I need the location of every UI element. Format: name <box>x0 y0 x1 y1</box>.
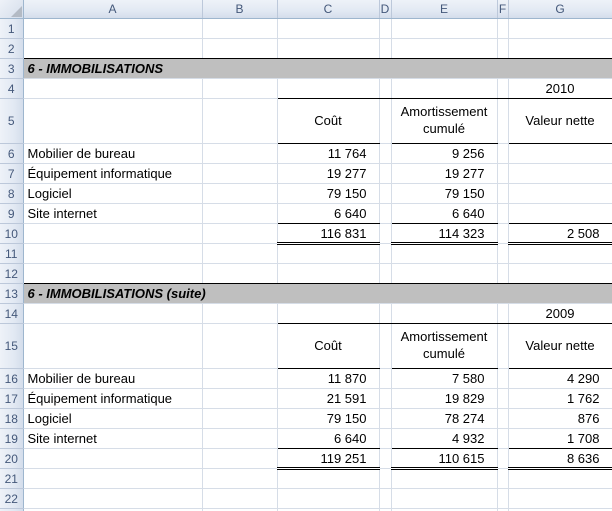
cell-G17[interactable]: 1 762 <box>508 389 612 409</box>
cell-B20[interactable] <box>202 449 277 469</box>
cell-A8[interactable]: Logiciel <box>23 184 202 204</box>
cell-A14[interactable] <box>23 304 202 324</box>
cell-E14[interactable] <box>391 304 497 324</box>
row-header-8[interactable]: 8 <box>0 184 23 204</box>
cell-A19[interactable]: Site internet <box>23 429 202 449</box>
cell-B14[interactable] <box>202 304 277 324</box>
cell-D12[interactable] <box>379 264 391 284</box>
cell-A4[interactable] <box>23 79 202 99</box>
cell-G12[interactable] <box>508 264 612 284</box>
cell-D19[interactable] <box>379 429 391 449</box>
cell-G9[interactable] <box>508 204 612 224</box>
cell-B2[interactable] <box>202 39 277 59</box>
cell-C19[interactable]: 6 640 <box>277 429 379 449</box>
cell-D9[interactable] <box>379 204 391 224</box>
cell-F4[interactable] <box>497 79 508 99</box>
cell-F11[interactable] <box>497 244 508 264</box>
cell-C8[interactable]: 79 150 <box>277 184 379 204</box>
cell-D5[interactable] <box>379 99 391 144</box>
cell-F8[interactable] <box>497 184 508 204</box>
row-header-4[interactable]: 4 <box>0 79 23 99</box>
cell-F5[interactable] <box>497 99 508 144</box>
cell-B5[interactable] <box>202 99 277 144</box>
section2-title-cell[interactable]: 6 - IMMOBILISATIONS (suite) <box>23 284 612 304</box>
cell-D14[interactable] <box>379 304 391 324</box>
cell-F12[interactable] <box>497 264 508 284</box>
cell-D2[interactable] <box>379 39 391 59</box>
cell-C14[interactable] <box>277 304 379 324</box>
cell-B21[interactable] <box>202 469 277 489</box>
col-header-f[interactable]: F <box>497 0 508 19</box>
cell-B19[interactable] <box>202 429 277 449</box>
cell-A10[interactable] <box>23 224 202 244</box>
cell-F16[interactable] <box>497 369 508 389</box>
row-header-7[interactable]: 7 <box>0 164 23 184</box>
cell-E19[interactable]: 4 932 <box>391 429 497 449</box>
cell-D8[interactable] <box>379 184 391 204</box>
cell-A22[interactable] <box>23 489 202 509</box>
cell-B10[interactable] <box>202 224 277 244</box>
row-header-20[interactable]: 20 <box>0 449 23 469</box>
row-header-13[interactable]: 13 <box>0 284 23 304</box>
cell-C6[interactable]: 11 764 <box>277 144 379 164</box>
row-header-17[interactable]: 17 <box>0 389 23 409</box>
cell-F22[interactable] <box>497 489 508 509</box>
cell-D10[interactable] <box>379 224 391 244</box>
cell-E16[interactable]: 7 580 <box>391 369 497 389</box>
cell-E21[interactable] <box>391 469 497 489</box>
cell-F2[interactable] <box>497 39 508 59</box>
cell-B11[interactable] <box>202 244 277 264</box>
row-header-1[interactable]: 1 <box>0 19 23 39</box>
cell-A21[interactable] <box>23 469 202 489</box>
cell-D22[interactable] <box>379 489 391 509</box>
cell-A17[interactable]: Équipement informatique <box>23 389 202 409</box>
cell-A20[interactable] <box>23 449 202 469</box>
cell-F18[interactable] <box>497 409 508 429</box>
row-header-3[interactable]: 3 <box>0 59 23 79</box>
cell-A15[interactable] <box>23 324 202 369</box>
section1-net-header-cell[interactable]: Valeur nette <box>508 99 612 144</box>
cell-C21[interactable] <box>277 469 379 489</box>
cell-D20[interactable] <box>379 449 391 469</box>
cell-F20[interactable] <box>497 449 508 469</box>
row-header-21[interactable]: 21 <box>0 469 23 489</box>
cell-C22[interactable] <box>277 489 379 509</box>
cell-G22[interactable] <box>508 489 612 509</box>
cell-B1[interactable] <box>202 19 277 39</box>
cell-A1[interactable] <box>23 19 202 39</box>
cell-G11[interactable] <box>508 244 612 264</box>
cell-E7[interactable]: 19 277 <box>391 164 497 184</box>
cell-G19[interactable]: 1 708 <box>508 429 612 449</box>
cell-E2[interactable] <box>391 39 497 59</box>
row-header-19[interactable]: 19 <box>0 429 23 449</box>
cell-D18[interactable] <box>379 409 391 429</box>
cell-F6[interactable] <box>497 144 508 164</box>
cell-F17[interactable] <box>497 389 508 409</box>
section1-total-net-cell[interactable]: 2 508 <box>508 224 612 244</box>
cell-D17[interactable] <box>379 389 391 409</box>
cell-E17[interactable]: 19 829 <box>391 389 497 409</box>
cell-E1[interactable] <box>391 19 497 39</box>
cell-C1[interactable] <box>277 19 379 39</box>
row-header-15[interactable]: 15 <box>0 324 23 369</box>
cell-E18[interactable]: 78 274 <box>391 409 497 429</box>
cell-B7[interactable] <box>202 164 277 184</box>
cell-A6[interactable]: Mobilier de bureau <box>23 144 202 164</box>
cell-A12[interactable] <box>23 264 202 284</box>
cell-G16[interactable]: 4 290 <box>508 369 612 389</box>
cell-F14[interactable] <box>497 304 508 324</box>
row-header-6[interactable]: 6 <box>0 144 23 164</box>
cell-B16[interactable] <box>202 369 277 389</box>
cell-B22[interactable] <box>202 489 277 509</box>
cell-F21[interactable] <box>497 469 508 489</box>
cell-E11[interactable] <box>391 244 497 264</box>
cell-G7[interactable] <box>508 164 612 184</box>
cell-D21[interactable] <box>379 469 391 489</box>
section1-total-cost-cell[interactable]: 116 831 <box>277 224 379 244</box>
cell-F1[interactable] <box>497 19 508 39</box>
row-header-5[interactable]: 5 <box>0 99 23 144</box>
cell-A11[interactable] <box>23 244 202 264</box>
cell-C11[interactable] <box>277 244 379 264</box>
cell-G1[interactable] <box>508 19 612 39</box>
col-header-c[interactable]: C <box>277 0 379 19</box>
cell-C2[interactable] <box>277 39 379 59</box>
cell-B8[interactable] <box>202 184 277 204</box>
col-header-d[interactable]: D <box>379 0 391 19</box>
cell-E8[interactable]: 79 150 <box>391 184 497 204</box>
section1-total-amort-cell[interactable]: 114 323 <box>391 224 497 244</box>
cell-F19[interactable] <box>497 429 508 449</box>
row-header-11[interactable]: 11 <box>0 244 23 264</box>
section1-cost-header-cell[interactable]: Coût <box>277 99 379 144</box>
row-header-14[interactable]: 14 <box>0 304 23 324</box>
row-header-10[interactable]: 10 <box>0 224 23 244</box>
cell-A16[interactable]: Mobilier de bureau <box>23 369 202 389</box>
cell-G21[interactable] <box>508 469 612 489</box>
row-header-12[interactable]: 12 <box>0 264 23 284</box>
cell-A9[interactable]: Site internet <box>23 204 202 224</box>
section2-total-cost-cell[interactable]: 119 251 <box>277 449 379 469</box>
cell-C17[interactable]: 21 591 <box>277 389 379 409</box>
cell-B18[interactable] <box>202 409 277 429</box>
cell-B12[interactable] <box>202 264 277 284</box>
col-header-a[interactable]: A <box>23 0 202 19</box>
cell-F7[interactable] <box>497 164 508 184</box>
cell-E12[interactable] <box>391 264 497 284</box>
cell-C16[interactable]: 11 870 <box>277 369 379 389</box>
cell-C12[interactable] <box>277 264 379 284</box>
cell-A18[interactable]: Logiciel <box>23 409 202 429</box>
section2-cost-header-cell[interactable]: Coût <box>277 324 379 369</box>
cell-D1[interactable] <box>379 19 391 39</box>
cell-D6[interactable] <box>379 144 391 164</box>
cell-E4[interactable] <box>391 79 497 99</box>
cell-C18[interactable]: 79 150 <box>277 409 379 429</box>
cell-A2[interactable] <box>23 39 202 59</box>
cell-B6[interactable] <box>202 144 277 164</box>
section2-amort-header-cell[interactable]: Amortissement cumulé <box>391 324 497 369</box>
cell-D15[interactable] <box>379 324 391 369</box>
cell-E22[interactable] <box>391 489 497 509</box>
cell-D7[interactable] <box>379 164 391 184</box>
cell-D11[interactable] <box>379 244 391 264</box>
cell-A7[interactable]: Équipement informatique <box>23 164 202 184</box>
cell-B15[interactable] <box>202 324 277 369</box>
cell-G6[interactable] <box>508 144 612 164</box>
cell-G8[interactable] <box>508 184 612 204</box>
cell-A5[interactable] <box>23 99 202 144</box>
select-all-corner[interactable] <box>0 0 23 19</box>
select-all-triangle-icon <box>11 6 22 17</box>
section1-amort-header-cell[interactable]: Amortissement cumulé <box>391 99 497 144</box>
cell-B9[interactable] <box>202 204 277 224</box>
section2-total-amort-cell[interactable]: 110 615 <box>391 449 497 469</box>
row-header-16[interactable]: 16 <box>0 369 23 389</box>
col-header-g[interactable]: G <box>508 0 612 19</box>
cell-F9[interactable] <box>497 204 508 224</box>
cell-C7[interactable]: 19 277 <box>277 164 379 184</box>
cell-B4[interactable] <box>202 79 277 99</box>
cell-C9[interactable]: 6 640 <box>277 204 379 224</box>
cell-D16[interactable] <box>379 369 391 389</box>
cell-B17[interactable] <box>202 389 277 409</box>
section2-net-header-cell[interactable]: Valeur nette <box>508 324 612 369</box>
cell-F15[interactable] <box>497 324 508 369</box>
row-header-2[interactable]: 2 <box>0 39 23 59</box>
col-header-b[interactable]: B <box>202 0 277 19</box>
cell-G2[interactable] <box>508 39 612 59</box>
cell-G18[interactable]: 876 <box>508 409 612 429</box>
section1-title-cell[interactable]: 6 - IMMOBILISATIONS <box>23 59 612 79</box>
cell-D4[interactable] <box>379 79 391 99</box>
row-header-9[interactable]: 9 <box>0 204 23 224</box>
row-header-18[interactable]: 18 <box>0 409 23 429</box>
section2-year-cell[interactable]: 2009 <box>508 304 612 324</box>
section1-year-cell[interactable]: 2010 <box>508 79 612 99</box>
row-header-22[interactable]: 22 <box>0 489 23 509</box>
cell-F10[interactable] <box>497 224 508 244</box>
cell-E9[interactable]: 6 640 <box>391 204 497 224</box>
cell-E6[interactable]: 9 256 <box>391 144 497 164</box>
section2-total-net-cell[interactable]: 8 636 <box>508 449 612 469</box>
col-header-e[interactable]: E <box>391 0 497 19</box>
cell-C4[interactable] <box>277 79 379 99</box>
